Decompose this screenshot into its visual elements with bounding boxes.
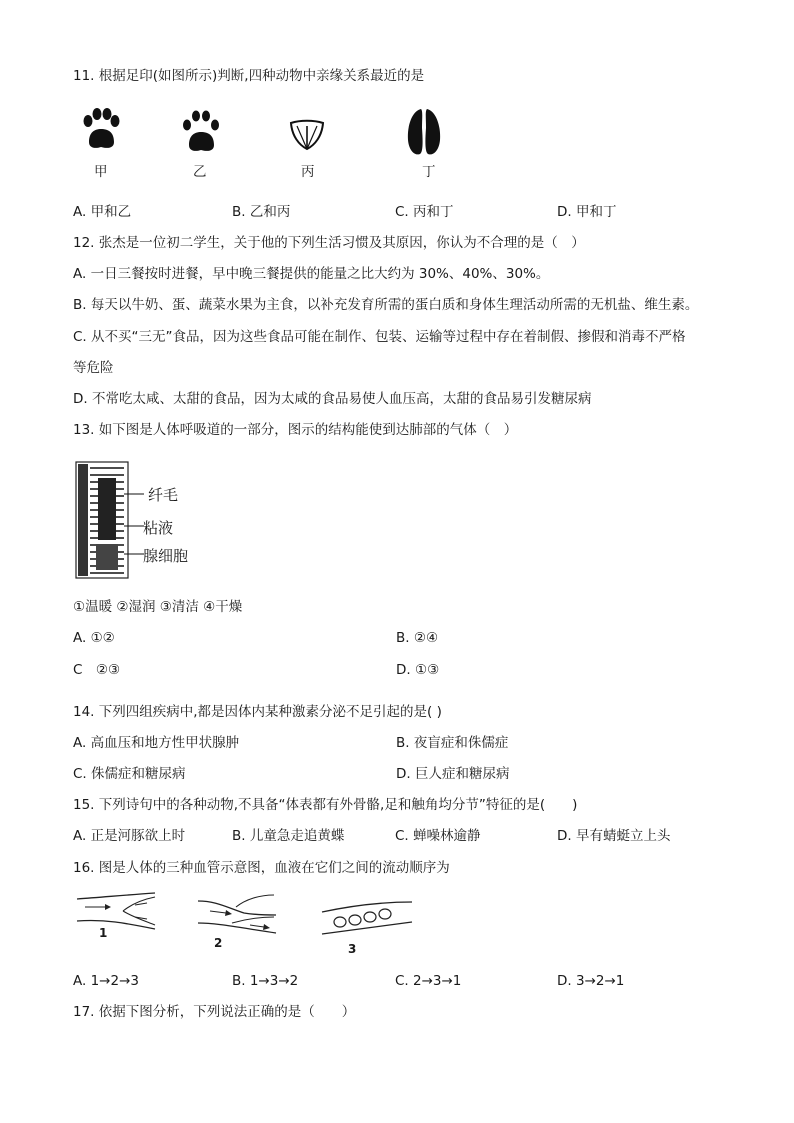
q16-option-a: A. 1→2→3 xyxy=(73,973,139,989)
q11-stem: 11. 根据足印(如图所示)判断,四种动物中亲缘关系最近的是 xyxy=(73,68,425,84)
q11-option-a: A. 甲和乙 xyxy=(73,204,132,220)
q15-option-b: B. 儿童急走追黄蝶 xyxy=(232,828,345,844)
blood-vessel-1-diagram xyxy=(75,893,157,933)
q13-option-d: D. ①③ xyxy=(396,662,440,678)
q11-label-ding: 丁 xyxy=(422,164,436,180)
q15-option-c: C. 蝉噪林逾静 xyxy=(395,828,481,844)
paw-print-yi-icon xyxy=(180,110,222,156)
q16-stem: 16. 图是人体的三种血管示意图，血液在它们之间的流动顺序为 xyxy=(73,860,450,876)
paw-print-jia-icon xyxy=(80,108,122,154)
q12-stem: 12. 张杰是一位初二学生，关于他的下列生活习惯及其原因，你认为不合理的是（ ） xyxy=(73,235,585,251)
q16-option-d: D. 3→2→1 xyxy=(557,973,625,989)
q14-option-c: C. 侏儒症和糖尿病 xyxy=(73,766,186,782)
q13-label-mucus: 粘液 xyxy=(143,519,174,537)
q13-label-cilia: 纤毛 xyxy=(148,486,179,504)
q11-label-jia: 甲 xyxy=(94,164,108,180)
blood-vessel-3-diagram xyxy=(320,900,414,940)
q15-option-a: A. 正是河豚欲上时 xyxy=(73,828,186,844)
q13-choices: ①温暖 ②湿润 ③清洁 ④干燥 xyxy=(73,599,243,615)
webbed-foot-bing-icon xyxy=(288,118,326,152)
q11-option-d: D. 甲和丁 xyxy=(557,204,617,220)
q12-option-d: D. 不常吃太咸、太甜的食品，因为太咸的食品易使人血压高，太甜的食品易引发糖尿病 xyxy=(73,391,592,407)
q11-option-b: B. 乙和丙 xyxy=(232,204,291,220)
q14-option-b: B. 夜盲症和侏儒症 xyxy=(396,735,509,751)
q16-label-2: 2 xyxy=(214,936,223,950)
q11-label-yi: 乙 xyxy=(193,164,207,180)
q12-option-c-line1: C. 从不买“三无”食品，因为这些食品可能在制作、包装、运输等过程中存在着制假、掺假和消毒不严格 xyxy=(73,329,686,345)
q13-option-a: A. ①② xyxy=(73,630,115,646)
q13-option-c: C ②③ xyxy=(73,662,121,678)
q13-option-b: B. ②④ xyxy=(396,630,439,646)
q11-label-bing: 丙 xyxy=(301,164,315,180)
q13-stem: 13. 如下图是人体呼吸道的一部分，图示的结构能使到达肺部的气体（ ） xyxy=(73,422,518,438)
q17-stem: 17. 依据下图分析，下列说法正确的是（ ） xyxy=(73,1004,356,1020)
blood-vessel-2-diagram xyxy=(196,893,278,939)
q12-option-a: A. 一日三餐按时进餐，早中晚三餐提供的能量之比大约为 30%、40%、30%。 xyxy=(73,266,550,282)
q16-option-b: B. 1→3→2 xyxy=(232,973,299,989)
q14-option-d: D. 巨人症和糖尿病 xyxy=(396,766,510,782)
q13-label-gland-cell: 腺细胞 xyxy=(143,547,189,565)
q15-stem: 15. 下列诗句中的各种动物,不具备“体表都有外骨骼,足和触角均分节”特征的是( ) xyxy=(73,797,578,813)
respiratory-tract-diagram xyxy=(74,460,154,582)
q14-stem: 14. 下列四组疾病中,都是因体内某种激素分泌不足引起的是( ) xyxy=(73,704,442,720)
q16-option-c: C. 2→3→1 xyxy=(395,973,462,989)
q16-label-1: 1 xyxy=(99,926,108,940)
q12-option-b: B. 每天以牛奶、蛋、蔬菜水果为主食，以补充发育所需的蛋白质和身体生理活动所需的无机盐、维生素。 xyxy=(73,297,699,313)
hoof-print-ding-icon xyxy=(404,106,444,158)
q14-option-a: A. 高血压和地方性甲状腺肿 xyxy=(73,735,240,751)
q16-label-3: 3 xyxy=(348,942,357,956)
q11-option-c: C. 丙和丁 xyxy=(395,204,454,220)
q12-option-c-line2: 等危险 xyxy=(73,360,114,376)
q15-option-d: D. 早有蜻蜓立上头 xyxy=(557,828,671,844)
